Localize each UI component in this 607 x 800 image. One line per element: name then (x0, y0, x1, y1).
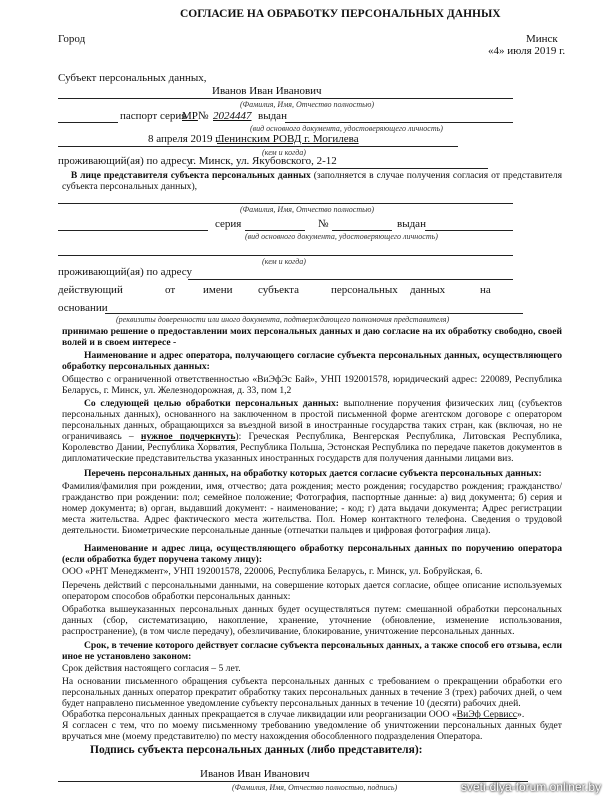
representative-intro (62, 170, 562, 192)
signature-caption: (Фамилия, Имя, Отчество полностью, подпись) (232, 783, 398, 792)
actions-text-2: Обработка вышеуказанных персональных данных будет осуществляться путем: смешанной обработки персональных данных (сбор, систематизацию, накопление, хранение, уточнение (обновление, изменение использования, распространение), (в том числе передачу), обезличивание, блокирование, уничтожение персональных данных. (62, 604, 562, 637)
date: «4» июля 2019 г. (488, 45, 566, 57)
page-title: СОГЛАСИЕ НА ОБРАБОТКУ ПЕРСОНАЛЬНЫХ ДАННЫХ (180, 8, 501, 20)
acting-word-1: действующий (58, 284, 123, 296)
rep-address-label: проживающий(ая) по адресу (58, 266, 193, 278)
rep-no-line (332, 230, 392, 231)
actions-text-1: Перечень действий с персональными данными, на совершение которых дается согласие, общее описание используемых оператором способов обработки персональных данных: (62, 580, 562, 602)
basis-line (105, 313, 523, 314)
operator-heading: Наименование и адрес оператора, получающего согласие субъекта персональных данных, осуществляющего обработку персональных данных: (62, 350, 562, 372)
rep-doc-caption: (вид основного документа, удостоверяющего личность) (245, 232, 438, 241)
term-text-4: Я согласен с тем, что по моему письменному требованию уведомление об уничтожении персональных данных будет вручаться мне (моему представителю) по месту нахождения обособленного подразделения Оператора. (62, 720, 562, 742)
data-list-text: Фамилия/фамилия при рождении, имя, отчество; дата рождения; место рождения; государство рождения; гражданство/гражданство при рождении: пол; семейное положение; Фотография, паспортные данные: а) вид документа; б) серия и номер документа; в) орган, выдавший документ: - наименование; - код; г) дата выдачи документа; Адрес регистрации места жительства. Адрес фактического места жительства. Пол. Номер контактного телефона. Сведения о трудовой деятельности. Биометрические персональные данные (отпечатки пальцев и цифровая фотография лица). (62, 481, 562, 536)
basis-label: основании (58, 302, 108, 314)
city: Минск (526, 33, 558, 45)
issued-by-line (58, 146, 458, 147)
processor-heading: Наименование и адрес лица, осуществляющего обработку персональных данных по поручению оператора (если обработка будет поручена такому лицу): (62, 543, 562, 565)
rep-issued-line (425, 230, 513, 231)
data-list-heading: Перечень персональных данных, на обработку которых дается согласие субъекта персональных данных: (84, 468, 542, 479)
rep-series-line (245, 230, 305, 231)
issued-label: выдан (258, 110, 287, 122)
signature-name: Иванов Иван Иванович (200, 768, 310, 780)
purpose-text-a: выполнение поручения физических лиц (субъектов персональных данных), основанного на заключенном в простой письменной форме агентском договоре с оператором персональных данных, обращающихся за въездной визой в иностранные государства таких стран, как (включая, но не ограничиваясь – (62, 398, 562, 442)
purpose-text-b: нужное подчеркнуть (140, 431, 236, 442)
representative-intro-bold: В лице представителя субъекта персональных данных (70, 170, 311, 181)
term-text-3 (62, 709, 562, 720)
rep-issued-label: выдан (397, 218, 426, 230)
term-line-1: Срок действия настоящего согласия – 5 лет. (62, 663, 241, 674)
watermark: sveti-dlya-forum.onliner.by (460, 780, 601, 794)
passport-no: 2024447 (213, 110, 252, 122)
acting-word-6: данных (410, 284, 446, 296)
rep-when-caption: (кем и когда) (262, 257, 306, 266)
rep-name-line (58, 203, 513, 204)
acting-word-4: субъекта (258, 284, 300, 296)
city-label: Город (58, 33, 86, 45)
operator-text: Общество с ограниченной ответственностью «ВиЭфЭс Бай», УНП 192001578, юридический адрес: 220089, Республика Беларусь, г. Минск, ул. Железнодорожная, д. 33, пом 1,2 (62, 374, 562, 396)
purpose-block (62, 398, 562, 464)
acting-word-7: на (480, 284, 491, 296)
acting-word-2: от (165, 284, 176, 296)
passport-series: МР (182, 110, 198, 122)
issued-line (285, 122, 513, 123)
rep-doc-line (58, 230, 208, 231)
issued-date: 8 апреля 2019 г. (148, 133, 222, 145)
subject-name: Иванов Иван Иванович (212, 85, 322, 97)
rep-series-label: серия (215, 218, 242, 230)
purpose-heading: Со следующей целью обработки персональных данных: (84, 398, 339, 409)
subject-name-line (58, 98, 513, 99)
decision: принимаю решение о предоставлении моих персональных данных и даю согласие на их обработку свободно, своей волей и в своем интересе - (62, 326, 562, 348)
subject-doc-caption: (вид основного документа, удостоверяющего личность) (250, 124, 443, 133)
term-heading: Срок, в течение которого действует согласие субъекта персональных данных, а также способ его отзыва, если иное не установлено законом: (62, 640, 562, 662)
passport-label: паспорт серия (120, 110, 187, 122)
purpose-text-c: ): Греческая Республика, Венгерская Республика, Литовская Республика, Королевство Дании, Республика Хорватия, Республика Польша, Эстонская Республика по передаче пакетов документов в дипломатические представительства указанных иностранных государств для получения данными лицами виз. (62, 431, 562, 464)
representative-intro-rest: (заполняется в случае получения согласия от представителя субъекта персональных данных), (62, 170, 562, 192)
passport-line-lead (58, 122, 118, 123)
rep-name-caption: (Фамилия, Имя, Отчество полностью) (240, 205, 375, 214)
issued-by: Ленинским РОВД г. Могилева (217, 133, 359, 145)
subject-name-caption: (Фамилия, Имя, Отчество полностью) (240, 100, 375, 109)
rep-no-label: № (318, 218, 329, 230)
basis-caption: (реквизиты доверенности или иного документа, подтверждающего полномочия представителя) (116, 315, 450, 324)
rep-address-line (188, 279, 513, 280)
term-text-2: На основании письменного обращения субъекта персональных данных с требованием о прекращении обработки его персональных данных оператор прекратит обработку таких персональных данных в течение 3 (трех) рабочих дней, о чем будет направлено письменное уведомление субъекту персональных данных в течение 10 (десяти) рабочих дней. (62, 676, 562, 709)
address-line (188, 168, 488, 169)
address: г. Минск, ул. Якубовского, 2-12 (190, 155, 337, 167)
passport-no-label: № (198, 110, 209, 122)
rep-when-line (58, 255, 513, 256)
term-text-3a: Обработка персональных данных прекращается в случае ликвидации или реорганизации ООО « (62, 709, 457, 720)
processor-text: ООО «РНТ Менеджмент», УНП 192001578, 220006, Республика Беларусь, г. Минск, ул. Бобруйская, 6. (62, 566, 483, 577)
acting-word-5: персональных (331, 284, 398, 296)
subject-when-caption: (кем и когда) (262, 148, 306, 157)
signature-line (58, 781, 528, 782)
term-text-3c: ». (517, 709, 525, 720)
term-text-3b: ВиЭф Сервисс (456, 709, 518, 720)
subject-label: Субъект персональных данных, (58, 72, 207, 84)
acting-word-3: имени (203, 284, 233, 296)
address-label: проживающий(ая) по адресу (58, 155, 193, 167)
signature-heading: Подпись субъекта персональных данных (либо представителя): (90, 744, 423, 756)
